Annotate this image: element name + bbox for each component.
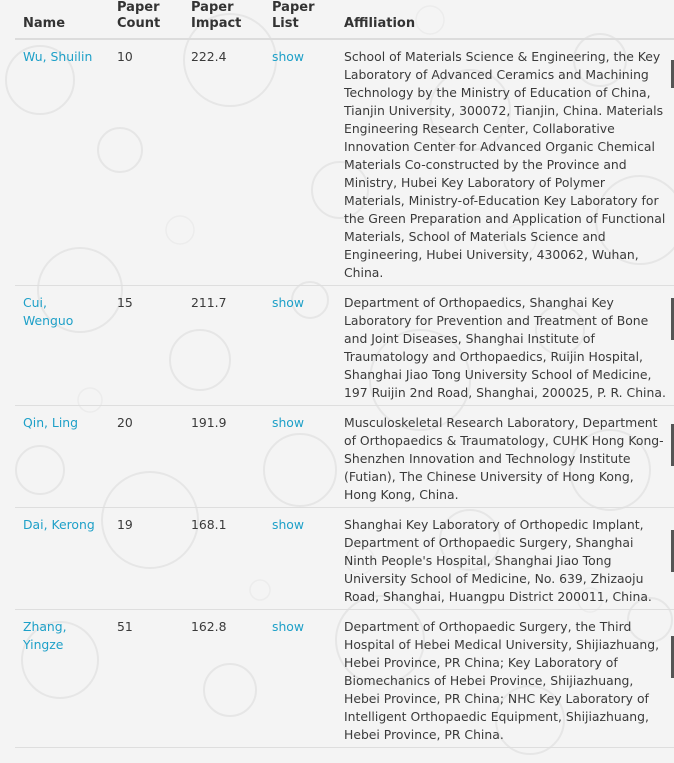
show-papers-link[interactable]: show [272,415,305,430]
paper-count-cell: 20 [109,406,183,508]
table-header [15,0,674,39]
header-name[interactable]: Name [15,0,109,39]
show-papers-link[interactable]: show [272,619,305,634]
show-papers-link[interactable]: show [272,517,305,532]
author-link[interactable]: Cui, Wenguo [23,295,74,328]
name-cell [15,286,109,406]
paper-impact-cell: 222.4 [183,39,264,286]
table-row [15,508,674,610]
affiliation-cell: Shanghai Key Laboratory of Orthopedic Implant, Department of Orthopaedic Surgery, Shanghai Ninth People's Hospital, Shanghai Jiao Tong University School of Medicine, No. 639, Zhizaoju Road, Shanghai, Huangpu District 200011, China. [336,508,674,610]
paper-list-cell [264,406,336,508]
paper-list-cell [264,610,336,748]
paper-list-cell [264,508,336,610]
paper-count-cell: 10 [109,39,183,286]
affiliation-cell: Department of Orthopaedics, Shanghai Key Laboratory for Prevention and Treatment of Bone and Joint Diseases, Shanghai Institute of Traumatology and Orthopaedics, Ruijin Hospital, Shanghai Jiao Tong University School of Medicine, 197 Ruijin 2nd Road, Shanghai, 200025, P. R. China. [336,286,674,406]
name-cell [15,406,109,508]
name-cell [15,508,109,610]
affiliation-cell: School of Materials Science & Engineering, the Key Laboratory of Advanced Ceramics and Machining Technology by the Ministry of Education of China, Tianjin University, 300072, Tianjin, China. Materials Engineering Research Center, Collaborative Innovation Center for Advanced Organic Chemical Materials Co-constructed by the Province and Ministry, Hubei Key Laboratory of Polymer Materials, Ministry-of-Education Key Laboratory for the Green Preparation and Application of Functional Materials, School of Materials Science and Engineering, Hubei University, 430062, Wuhan, China. [336,39,674,286]
paper-list-cell [264,286,336,406]
header-paper-impact[interactable]: Paper Impact [183,0,264,39]
author-table [15,0,674,748]
header-paper-list[interactable]: Paper List [264,0,336,39]
author-link[interactable]: Zhang, Yingze [23,619,67,652]
paper-impact-cell: 168.1 [183,508,264,610]
paper-impact-cell: 211.7 [183,286,264,406]
show-papers-link[interactable]: show [272,295,305,310]
name-cell [15,610,109,748]
table-row [15,610,674,748]
affiliation-cell: Musculoskeletal Research Laboratory, Department of Orthopaedics & Traumatology, CUHK Hong Kong-Shenzhen Innovation and Technology Institute (Futian), The Chinese University of Hong Kong, Hong Kong, China. [336,406,674,508]
author-link[interactable]: Dai, Kerong [23,517,95,532]
show-papers-link[interactable]: show [272,49,305,64]
paper-count-cell: 51 [109,610,183,748]
table-row [15,406,674,508]
paper-list-cell [264,39,336,286]
author-link[interactable]: Qin, Ling [23,415,78,430]
table-body [15,39,674,748]
header-affiliation[interactable]: Affiliation [336,0,674,39]
paper-impact-cell: 162.8 [183,610,264,748]
header-row [15,0,674,39]
table-row [15,286,674,406]
header-paper-count[interactable]: Paper Count [109,0,183,39]
author-link[interactable]: Wu, Shuilin [23,49,93,64]
paper-impact-cell: 191.9 [183,406,264,508]
paper-count-cell: 15 [109,286,183,406]
name-cell [15,39,109,286]
paper-count-cell: 19 [109,508,183,610]
affiliation-cell: Department of Orthopaedic Surgery, the Third Hospital of Hebei Medical University, Shijiazhuang, Hebei Province, PR China; Key Laboratory of Biomechanics of Hebei Province, Shijiazhuang, Hebei Province, PR China; NHC Key Laboratory of Intelligent Orthopaedic Equipment, Shijiazhuang, Hebei Province, PR China. [336,610,674,748]
table-row [15,39,674,286]
